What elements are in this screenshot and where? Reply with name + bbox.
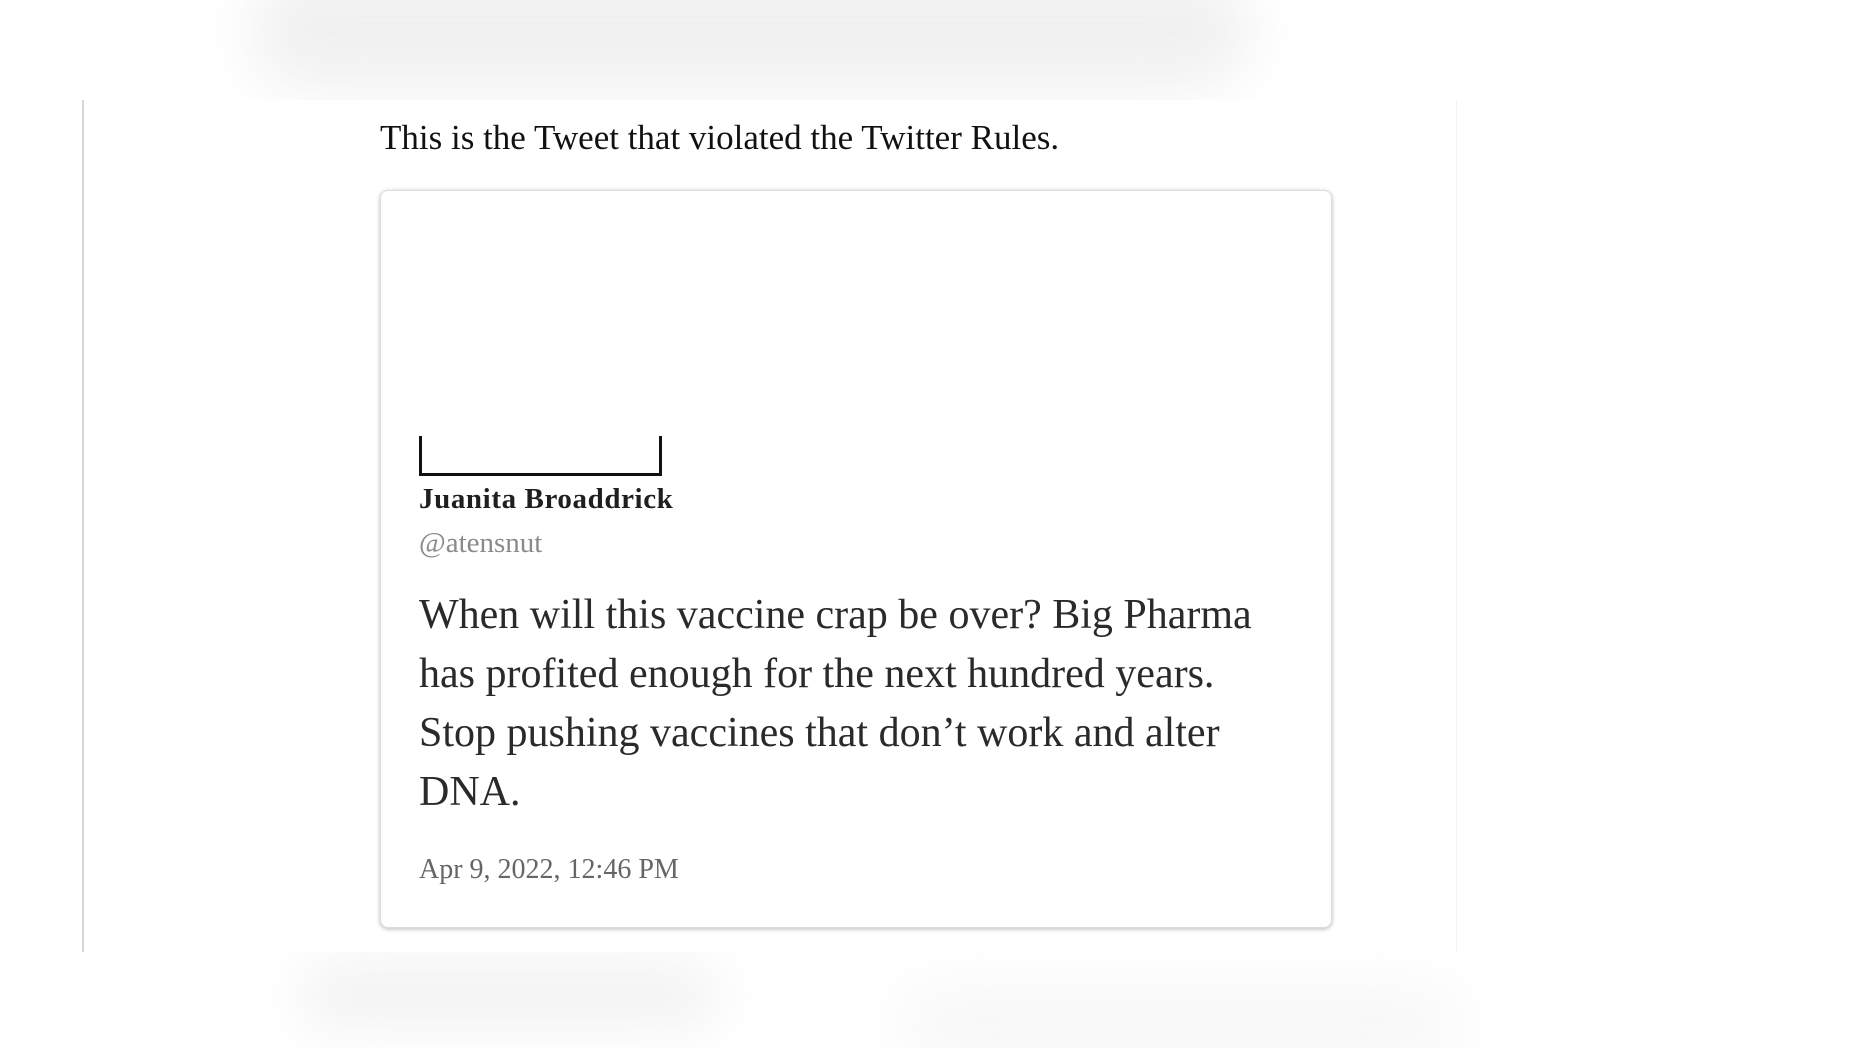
tweet-text: When will this vaccine crap be over? Big Pharma has profited enough for the next hundred years. Stop pushing vaccines that don’t work and alter DNA.	[419, 592, 1252, 815]
bottom-blurred-region-left	[300, 960, 720, 1030]
tweet-author-name[interactable]: Juanita Broaddrick	[419, 483, 674, 515]
violation-notice-text: This is the Tweet that violated the Twitter Rules.	[380, 118, 1060, 157]
avatar-placeholder-icon	[419, 436, 662, 476]
bottom-blurred-region-right	[900, 985, 1460, 1048]
tweet-card[interactable]	[380, 190, 1332, 928]
top-blurred-region	[250, 0, 1250, 90]
tweet-timestamp[interactable]: Apr 9, 2022, 12:46 PM	[419, 854, 679, 885]
tweet-author-handle[interactable]: @atensnut	[419, 527, 543, 559]
